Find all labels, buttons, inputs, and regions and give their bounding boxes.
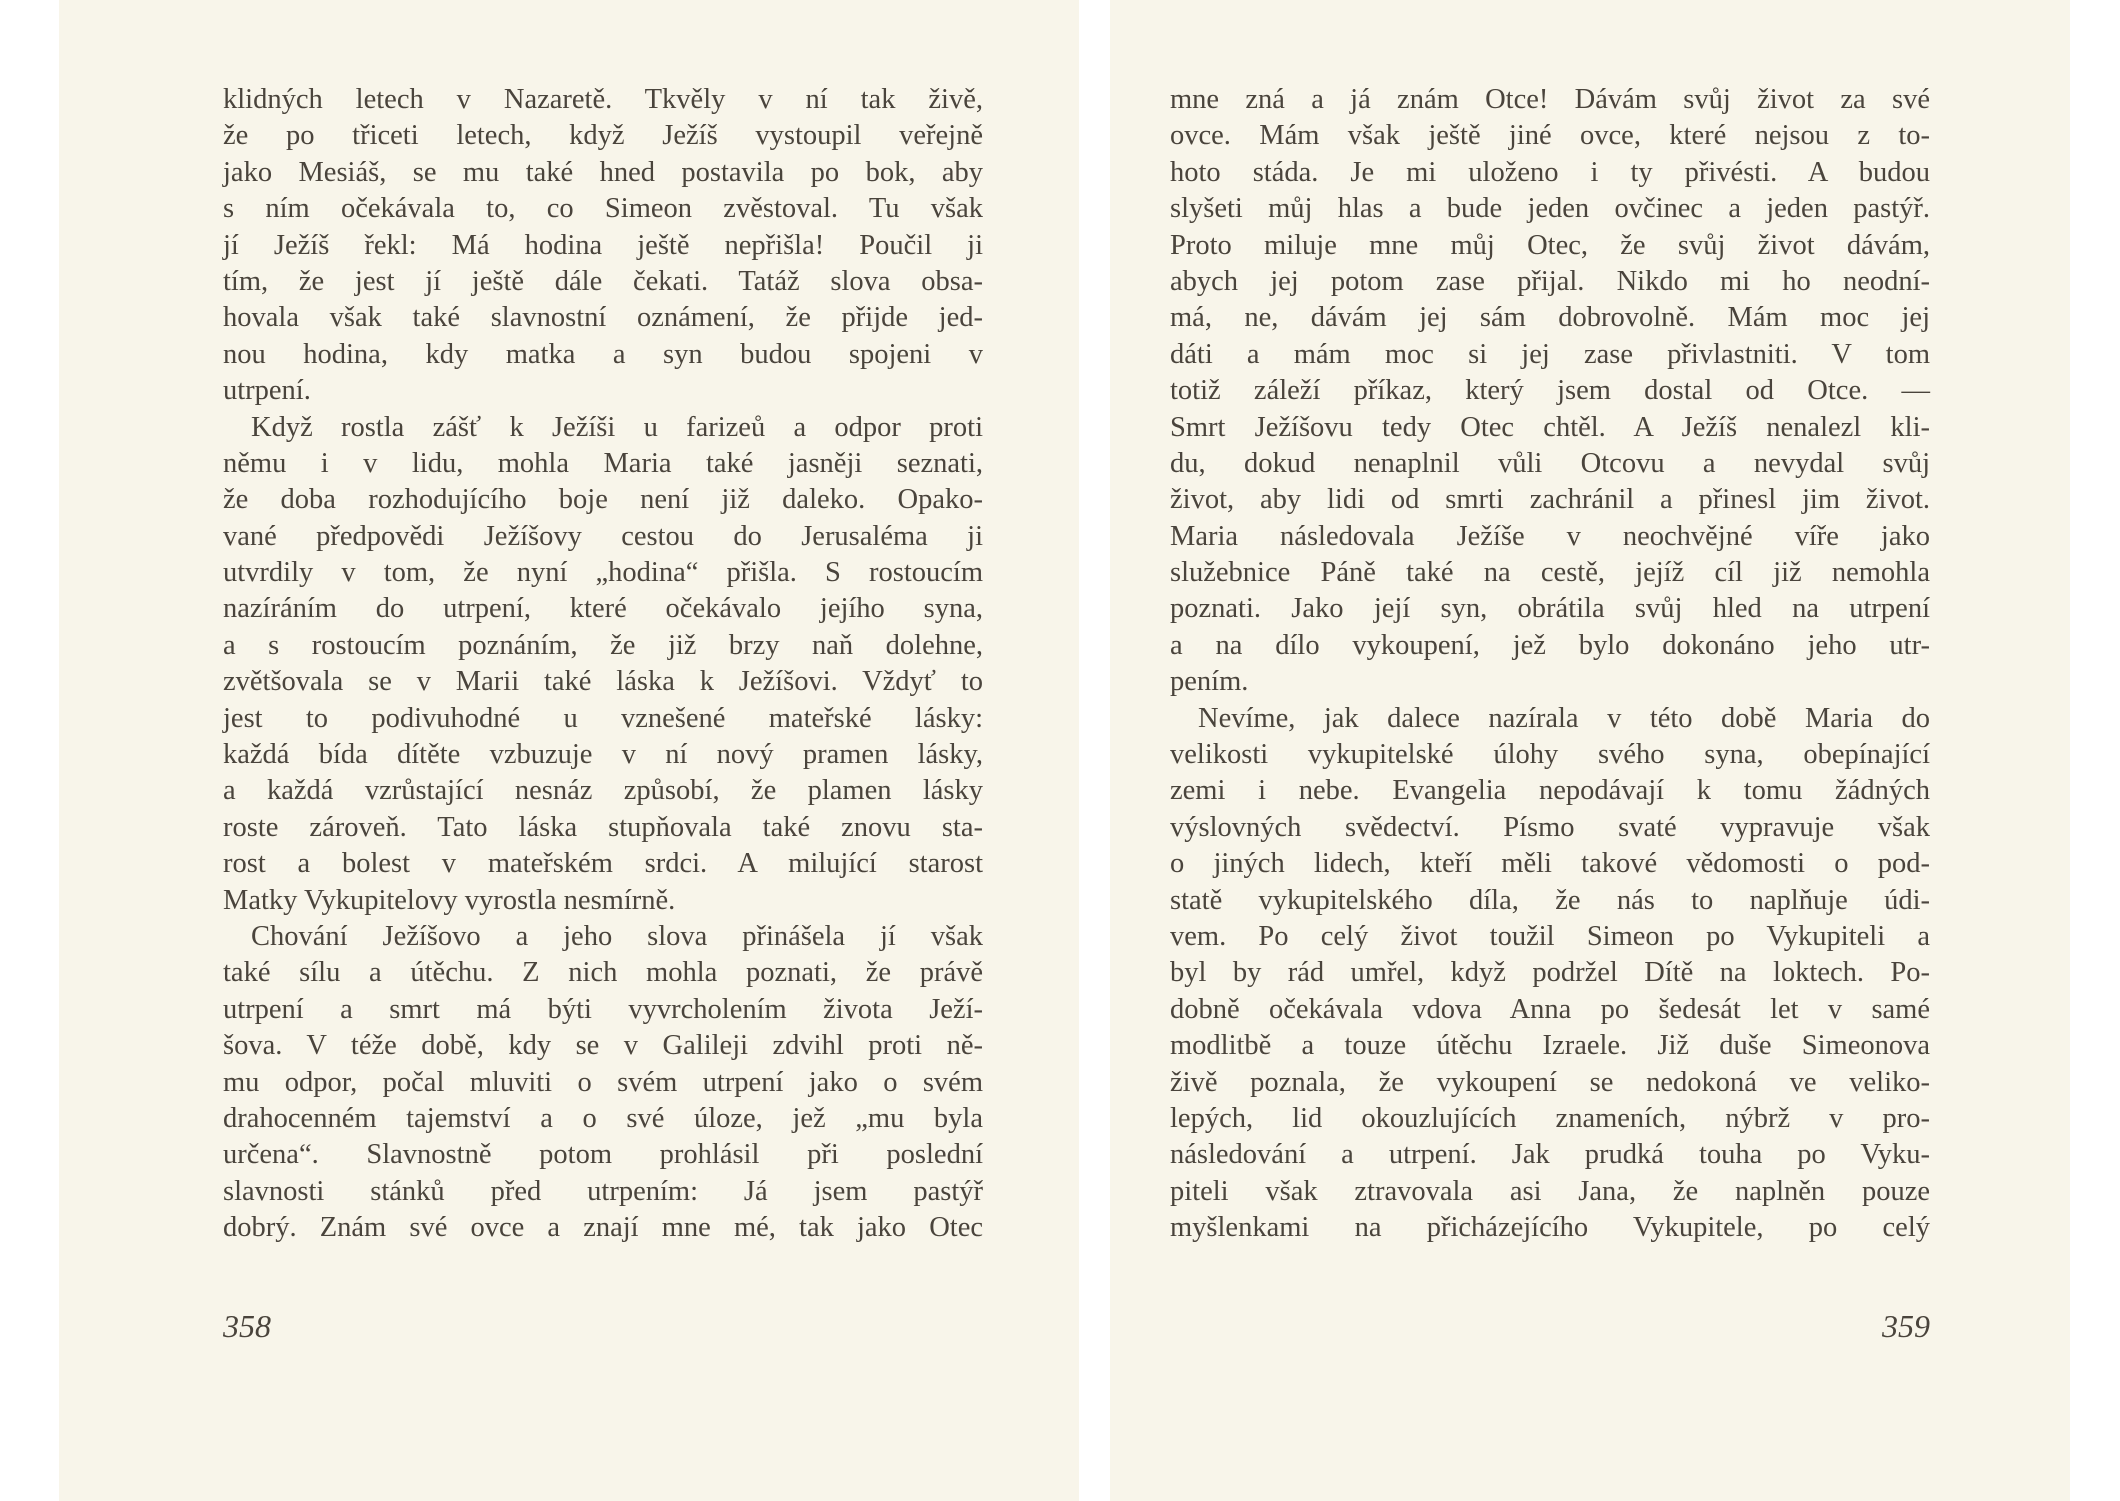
text-line: následování a utrpení. Jak prudká touha po Vyku- (1170, 1139, 1930, 1171)
page-number: 359 (1882, 1308, 1930, 1344)
text-line: zemi i nebe. Evangelia nepodávají k tomu žádných (1170, 775, 1930, 807)
text-line: Proto miluje mne můj Otec, že svůj život dávám, (1170, 229, 1930, 261)
text-line: du, dokud nenaplnil vůli Otcovu a nevydal svůj (1170, 447, 1930, 479)
text-line: pením. (1170, 666, 1249, 698)
text-line: dáti a mám moc si jej zase přivlastniti. V tom (1170, 338, 1930, 370)
text-line: také sílu a útěchu. Z nich mohla poznati, že právě (223, 957, 983, 989)
text-line: a každá vzrůstající nesnáz způsobí, že plamen lásky (223, 775, 983, 807)
text-line: jí Ježíš řekl: Má hodina ještě nepřišla! Poučil ji (223, 229, 983, 261)
text-line: každá bída dítěte vzbuzuje v ní nový pramen lásky, (223, 739, 983, 771)
text-line: utrpení. (223, 375, 311, 407)
text-line: abych jej potom zase přijal. Nikdo mi ho neodní- (1170, 265, 1930, 297)
text-line: utvrdily v tom, že nyní „hodina“ přišla. S rostoucím (223, 557, 983, 589)
text-line: o jiných lidech, kteří měli takové vědomosti o pod- (1170, 848, 1930, 880)
text-line: Když rostla zášť k Ježíši u farizeů a odpor proti (251, 411, 983, 443)
text-line: myšlenkami na přicházejícího Vykupitele, po celý (1170, 1212, 1930, 1244)
text-line: Matky Vykupitelovy vyrostla nesmírně. (223, 884, 676, 916)
text-line: statě vykupitelského díla, že nás to naplňuje údi- (1170, 884, 1930, 916)
text-line: nazíráním do utrpení, které očekávalo jejího syna, (223, 593, 983, 625)
text-line: šova. V téže době, kdy se v Galileji zdvihl proti ně- (223, 1030, 983, 1062)
text-line: Smrt Ježíšovu tedy Otec chtěl. A Ježíš nenalezl kli- (1170, 411, 1930, 443)
text-line: Chování Ježíšovo a jeho slova přinášela jí však (251, 920, 983, 952)
text-line: hoto stáda. Je mi uloženo i ty přivésti. A budou (1170, 156, 1930, 188)
text-line: určena“. Slavnostně potom prohlásil při poslední (223, 1139, 983, 1171)
text-line: že doba rozhodujícího boje není již daleko. Opako- (223, 484, 983, 516)
text-line: mne zná a já znám Otce! Dávám svůj život za své (1170, 84, 1930, 115)
right-page (1110, 0, 2070, 1501)
text-line: dobrý. Znám své ovce a znají mne mé, tak jako Otec (223, 1212, 983, 1244)
text-line: výslovných svědectví. Písmo svaté vypravuje však (1170, 811, 1930, 843)
text-line: s ním očekávala to, co Simeon zvěstoval. Tu však (223, 193, 983, 225)
text-line: utrpení a smrt má býti vyvrcholením života Ježí- (223, 993, 983, 1025)
text-line: velikosti vykupitelské úlohy svého syna, obepínající (1170, 739, 1930, 771)
text-line: piteli však ztravovala asi Jana, že naplněn pouze (1170, 1175, 1930, 1207)
text-line: němu i v lidu, mohla Maria také jasněji seznati, (223, 447, 983, 479)
text-line: vané předpovědi Ježíšovy cestou do Jerusaléma ji (223, 520, 983, 552)
left-page (59, 0, 1079, 1501)
text-line: poznati. Jako její syn, obrátila svůj hled na utrpení (1170, 593, 1930, 625)
text-line: byl by rád umřel, když podržel Dítě na loktech. Po- (1170, 957, 1930, 989)
left-page-text (223, 82, 983, 1247)
right-page-text (1170, 82, 1930, 1247)
text-line: má, ne, dávám jej sám dobrovolně. Mám moc jej (1170, 302, 1930, 334)
text-line: slavnosti stánků před utrpením: Já jsem pastýř (223, 1175, 983, 1207)
text-line: a na dílo vykoupení, jež bylo dokonáno jeho utr- (1170, 629, 1930, 661)
text-line: jako Mesiáš, se mu také hned postavila po bok, aby (223, 156, 983, 188)
text-line: drahocenném tajemství a o své úloze, jež „mu byla (223, 1102, 983, 1134)
text-line: mu odpor, počal mluviti o svém utrpení jako o svém (223, 1066, 983, 1098)
text-line: živě poznala, že vykoupení se nedokoná ve veliko- (1170, 1066, 1930, 1098)
text-line: nou hodina, kdy matka a syn budou spojeni v (223, 338, 983, 370)
text-line: hovala však také slavnostní oznámení, že přijde jed- (223, 302, 983, 334)
text-line: lepých, lid okouzlujících znameních, nýbrž v pro- (1170, 1102, 1930, 1134)
text-line: Nevíme, jak dalece nazírala v této době Maria do (1198, 702, 1930, 734)
text-line: Maria následovala Ježíše v neochvějné víře jako (1170, 520, 1930, 552)
text-line: rost a bolest v mateřském srdci. A milující starost (223, 848, 983, 880)
text-line: že po třiceti letech, když Ježíš vystoupil veřejně (223, 120, 983, 152)
text-line: a s rostoucím poznáním, že již brzy naň dolehne, (223, 629, 983, 661)
text-line: služebnice Páně také na cestě, jejíž cíl již nemohla (1170, 557, 1930, 589)
page-number: 358 (223, 1308, 271, 1344)
text-line: ovce. Mám však ještě jiné ovce, které nejsou z to- (1170, 120, 1930, 152)
text-line: slyšeti můj hlas a bude jeden ovčinec a jeden pastýř. (1170, 193, 1930, 225)
text-line: vem. Po celý život toužil Simeon po Vykupiteli a (1170, 920, 1930, 952)
text-line: zvětšovala se v Marii také láska k Ježíšovi. Vždyť to (223, 666, 983, 698)
text-line: roste zároveň. Tato láska stupňovala také znovu sta- (223, 811, 983, 843)
text-line: klidných letech v Nazaretě. Tkvěly v ní tak živě, (223, 84, 983, 115)
text-line: dobně očekávala vdova Anna po šedesát let v samé (1170, 993, 1930, 1025)
text-line: totiž záleží příkaz, který jsem dostal od Otce. — (1170, 375, 1930, 407)
text-line: tím, že jest jí ještě dále čekati. Tatáž slova obsa- (223, 265, 983, 297)
text-line: jest to podivuhodné u vznešené mateřské lásky: (223, 702, 983, 734)
text-line: život, aby lidi od smrti zachránil a přinesl jim život. (1170, 484, 1930, 516)
text-line: modlitbě a touze útěchu Izraele. Již duše Simeonova (1170, 1030, 1930, 1062)
